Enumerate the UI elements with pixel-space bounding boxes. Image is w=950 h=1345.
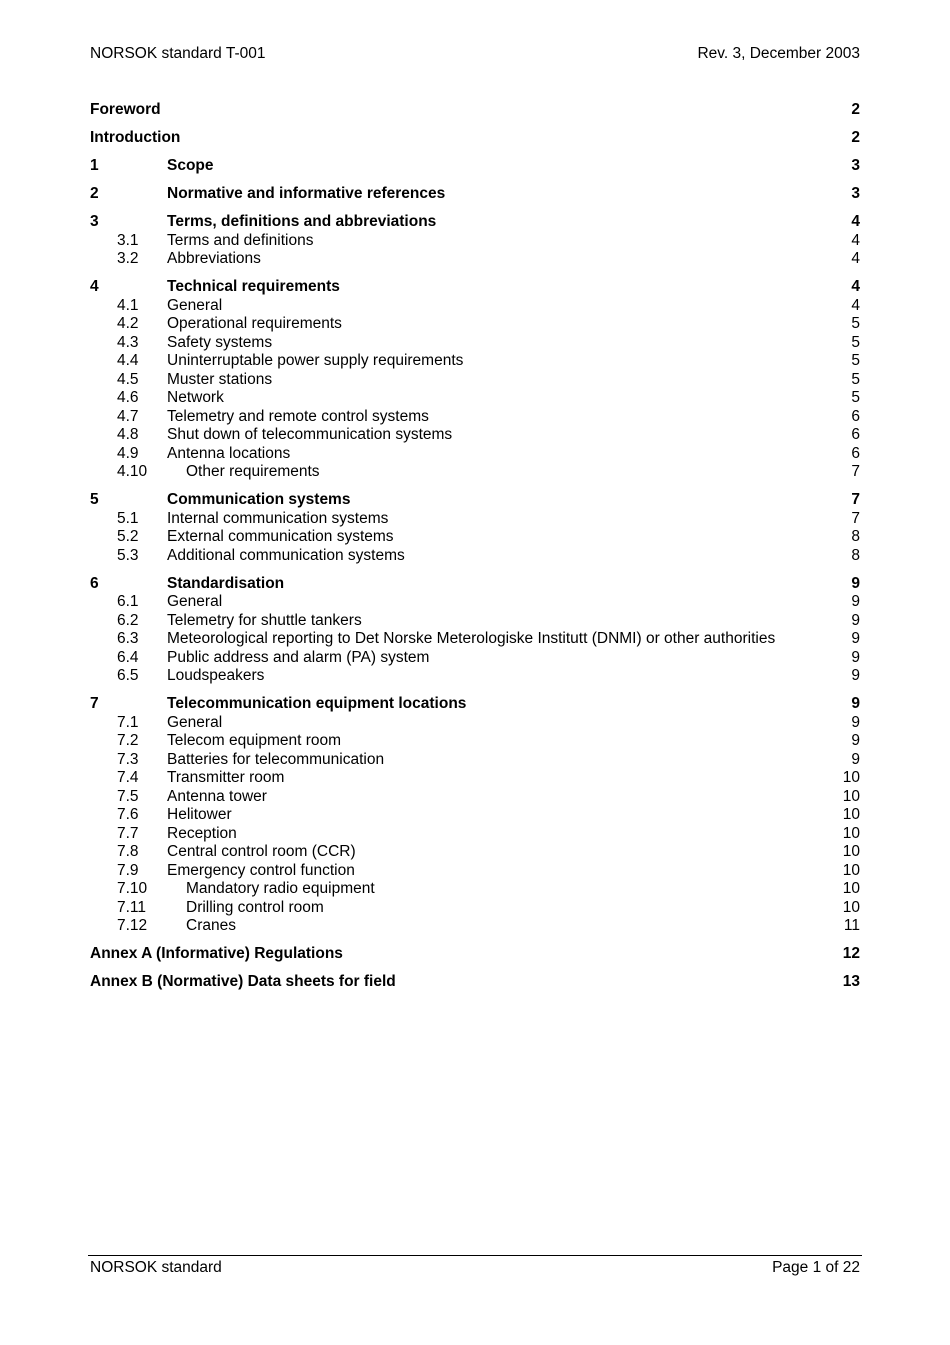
toc-entry-page: 9 xyxy=(851,695,860,712)
page-header xyxy=(90,45,860,63)
toc-entry-page: 12 xyxy=(842,945,860,962)
toc-entry-title: Standardisation xyxy=(167,574,285,592)
toc-entry-title: Normative and informative references xyxy=(167,185,446,202)
toc-entry-number: 6.5 xyxy=(117,667,139,684)
toc-section-entry[interactable] xyxy=(90,213,860,232)
toc-entry-title: Shut down of telecommunication systems xyxy=(167,426,453,443)
toc-entry-title: Network xyxy=(167,389,224,406)
toc-entry-number: 5.3 xyxy=(117,546,139,564)
toc-entry-title: General xyxy=(167,593,223,610)
toc-entry-page: 6 xyxy=(851,444,860,462)
toc-entry-number: 6.2 xyxy=(117,611,139,629)
toc-entry-title: Uninterruptable power supply requirements xyxy=(167,352,464,369)
toc-entry-page: 7 xyxy=(851,509,860,527)
toc-subsection-entry[interactable] xyxy=(90,593,860,612)
toc-entry-page: 8 xyxy=(851,528,860,545)
toc-entry-page: 9 xyxy=(851,713,860,731)
toc-entry-number: 4.2 xyxy=(117,315,139,332)
toc-entry-page: 5 xyxy=(851,315,860,332)
toc-subsection-entry[interactable] xyxy=(90,334,860,353)
toc-subsection-entry[interactable] xyxy=(90,371,860,390)
toc-entry-title: Internal communication systems xyxy=(167,509,389,527)
toc-entry-title: Public address and alarm (PA) system xyxy=(167,648,430,666)
toc-entry-title: Telecommunication equipment locations xyxy=(167,695,467,712)
toc-entry-number: 7.5 xyxy=(117,787,139,805)
page-footer xyxy=(90,1259,860,1277)
toc-entry-number: 7.11 xyxy=(117,898,147,916)
toc-entry-number: 6 xyxy=(90,574,99,592)
toc-section-entry[interactable] xyxy=(90,157,860,176)
toc-entry-title: Mandatory radio equipment xyxy=(186,880,375,897)
toc-subsection-entry[interactable] xyxy=(90,630,860,649)
toc-entry-number: 4.6 xyxy=(117,389,139,406)
toc-section-entry[interactable] xyxy=(90,945,860,964)
toc-entry-number: 4.9 xyxy=(117,444,139,462)
toc-subsection-entry[interactable] xyxy=(90,408,860,427)
toc-entry-number: 4.7 xyxy=(117,407,139,425)
toc-entry-title: Other requirements xyxy=(186,463,320,480)
toc-entry-title: Telemetry and remote control systems xyxy=(167,407,429,425)
toc-entry-page: 9 xyxy=(851,732,860,749)
toc-entry-title: Drilling control room xyxy=(186,898,324,916)
toc-subsection-entry[interactable] xyxy=(90,297,860,316)
toc-entry-page: 10 xyxy=(842,806,860,823)
toc-entry-number: 6.3 xyxy=(117,630,139,647)
toc-subsection-entry[interactable] xyxy=(90,547,860,566)
toc-entry-page: 7 xyxy=(851,491,860,508)
toc-subsection-entry[interactable] xyxy=(90,463,860,482)
toc-entry-number: 7.4 xyxy=(117,769,139,786)
toc-entry-page: 4 xyxy=(851,231,860,249)
toc-entry-title: Communication systems xyxy=(167,491,351,508)
toc-subsection-entry[interactable] xyxy=(90,880,860,899)
toc-entry-number: 5.2 xyxy=(117,528,139,545)
toc-section-entry[interactable] xyxy=(90,973,860,992)
toc-entry-number: 7.7 xyxy=(117,824,139,842)
toc-entry-title: Telecom equipment room xyxy=(167,732,342,749)
toc-entry-page: 4 xyxy=(851,213,860,230)
toc-entry-title: Abbreviations xyxy=(167,250,261,267)
toc-entry-title: Central control room (CCR) xyxy=(167,843,356,860)
footer-page-number: Page 1 of 22 xyxy=(772,1259,860,1276)
toc-entry-number: 7.3 xyxy=(117,750,139,768)
toc-entry-page: 5 xyxy=(851,370,860,388)
toc-subsection-entry[interactable] xyxy=(90,843,860,862)
toc-entry-page: 9 xyxy=(851,574,860,592)
toc-entry-page: 9 xyxy=(851,630,860,647)
toc-entry-number: 7.2 xyxy=(117,732,139,749)
toc-entry-page: 5 xyxy=(851,333,860,351)
toc-entry-page: 2 xyxy=(851,101,860,118)
toc-subsection-entry[interactable] xyxy=(90,250,860,269)
toc-subsection-entry[interactable] xyxy=(90,769,860,788)
toc-section-entry[interactable] xyxy=(90,185,860,204)
toc-subsection-entry[interactable] xyxy=(90,667,860,686)
toc-subsection-entry[interactable] xyxy=(90,510,860,529)
toc-entry-title: Emergency control function xyxy=(167,861,355,879)
toc-subsection-entry[interactable] xyxy=(90,788,860,807)
toc-subsection-entry[interactable] xyxy=(90,315,860,334)
toc-entry-number: 4.10 xyxy=(117,463,148,480)
toc-entry-page: 9 xyxy=(851,750,860,768)
toc-entry-page: 7 xyxy=(851,463,860,480)
toc-subsection-entry[interactable] xyxy=(90,751,860,770)
toc-entry-title: Antenna tower xyxy=(167,787,267,805)
toc-entry-page: 5 xyxy=(851,389,860,406)
toc-entry-title: Additional communication systems xyxy=(167,546,405,564)
toc-subsection-entry[interactable] xyxy=(90,825,860,844)
toc-entry-title: Technical requirements xyxy=(167,278,340,295)
toc-entry-title: Terms and definitions xyxy=(167,231,314,249)
toc-entry-page: 4 xyxy=(851,278,860,295)
toc-subsection-entry[interactable] xyxy=(90,862,860,881)
toc-entry-page: 13 xyxy=(842,973,860,990)
toc-entry-title: Safety systems xyxy=(167,333,273,351)
toc-entry-number: 7.9 xyxy=(117,861,139,879)
toc-entry-number: 4 xyxy=(90,278,99,295)
toc-section-entry[interactable] xyxy=(90,575,860,594)
toc-entry-number: 6.1 xyxy=(117,593,139,610)
toc-entry-number: 7 xyxy=(90,695,99,712)
toc-subsection-entry[interactable] xyxy=(90,732,860,751)
toc-section-entry[interactable] xyxy=(90,129,860,148)
toc-entry-page: 10 xyxy=(842,880,860,897)
toc-entry-title: Operational requirements xyxy=(167,315,342,332)
toc-entry-page: 3 xyxy=(851,157,860,174)
toc-entry-title: Helitower xyxy=(167,806,232,823)
toc-entry-title: Loudspeakers xyxy=(167,667,265,684)
toc-entry-title: General xyxy=(167,296,223,314)
toc-entry-number: 4.4 xyxy=(117,352,139,369)
toc-entry-page: 5 xyxy=(851,352,860,369)
toc-entry-number: 1 xyxy=(90,157,99,174)
toc-entry-number: 3.1 xyxy=(117,231,139,249)
header-revision: Rev. 3, December 2003 xyxy=(697,45,860,62)
toc-subsection-entry[interactable] xyxy=(90,232,860,251)
toc-entry-page: 3 xyxy=(851,185,860,202)
toc-entry-number: 5 xyxy=(90,491,99,508)
toc-entry-page: 10 xyxy=(842,769,860,786)
toc-subsection-entry[interactable] xyxy=(90,649,860,668)
toc-entry-number: 3.2 xyxy=(117,250,139,267)
toc-entry-title: Scope xyxy=(167,157,214,174)
toc-entry-number: 7.6 xyxy=(117,806,139,823)
toc-section-entry[interactable] xyxy=(90,101,860,120)
toc-entry-title: Meteorological reporting to Det Norske Meterologiske Institutt (DNMI) or other authorities xyxy=(167,630,776,647)
toc-section-entry[interactable] xyxy=(90,278,860,297)
toc-entry-number: 7.10 xyxy=(117,880,148,897)
toc-entry-title: Foreword xyxy=(90,101,161,118)
toc-entry-number: 4.1 xyxy=(117,296,139,314)
toc-entry-page: 8 xyxy=(851,546,860,564)
toc-entry-number: 4.5 xyxy=(117,370,139,388)
toc-entry-title: Annex A (Informative) Regulations xyxy=(90,945,343,962)
toc-entry-title: Reception xyxy=(167,824,237,842)
toc-subsection-entry[interactable] xyxy=(90,917,860,936)
toc-entry-number: 5.1 xyxy=(117,509,139,527)
toc-subsection-entry[interactable] xyxy=(90,806,860,825)
toc-entry-title: Annex B (Normative) Data sheets for field xyxy=(90,973,396,990)
toc-entry-title: Cranes xyxy=(186,917,236,934)
toc-entry-number: 4.8 xyxy=(117,426,139,443)
toc-entry-page: 4 xyxy=(851,250,860,267)
toc-entry-title: General xyxy=(167,713,223,731)
toc-subsection-entry[interactable] xyxy=(90,352,860,371)
footer-document-name: NORSOK standard xyxy=(90,1259,222,1276)
toc-subsection-entry[interactable] xyxy=(90,445,860,464)
toc-section-entry[interactable] xyxy=(90,491,860,510)
toc-entry-title: Transmitter room xyxy=(167,769,285,786)
toc-subsection-entry[interactable] xyxy=(90,426,860,445)
toc-entry-page: 10 xyxy=(842,898,860,916)
toc-entry-title: Telemetry for shuttle tankers xyxy=(167,611,362,629)
toc-subsection-entry[interactable] xyxy=(90,389,860,408)
toc-entry-number: 7.1 xyxy=(117,713,139,731)
toc-entry-page: 11 xyxy=(843,917,860,934)
toc-entry-page: 9 xyxy=(851,611,860,629)
toc-entry-number: 4.3 xyxy=(117,333,139,351)
toc-entry-title: Batteries for telecommunication xyxy=(167,750,385,768)
toc-entry-page: 2 xyxy=(851,129,860,146)
toc-section-entry[interactable] xyxy=(90,695,860,714)
toc-entry-page: 10 xyxy=(842,861,860,879)
toc-subsection-entry[interactable] xyxy=(90,899,860,918)
toc-entry-title: External communication systems xyxy=(167,528,394,545)
toc-subsection-entry[interactable] xyxy=(90,528,860,547)
toc-entry-title: Muster stations xyxy=(167,370,273,388)
toc-entry-number: 7.12 xyxy=(117,917,148,934)
toc-entry-title: Terms, definitions and abbreviations xyxy=(167,213,437,230)
toc-entry-page: 6 xyxy=(851,407,860,425)
toc-entry-page: 10 xyxy=(842,787,860,805)
toc-subsection-entry[interactable] xyxy=(90,612,860,631)
toc-entry-page: 4 xyxy=(851,296,860,314)
toc-entry-page: 10 xyxy=(842,824,860,842)
toc-entry-number: 3 xyxy=(90,213,99,230)
table-of-contents xyxy=(90,101,860,992)
toc-entry-title: Introduction xyxy=(90,129,181,146)
toc-entry-title: Antenna locations xyxy=(167,444,291,462)
toc-entry-page: 10 xyxy=(842,843,860,860)
header-document-id: NORSOK standard T-001 xyxy=(90,45,266,62)
toc-entry-page: 9 xyxy=(851,667,860,684)
toc-entry-number: 7.8 xyxy=(117,843,139,860)
toc-entry-number: 2 xyxy=(90,185,99,202)
toc-entry-page: 9 xyxy=(851,593,860,610)
toc-entry-page: 9 xyxy=(851,648,860,666)
toc-subsection-entry[interactable] xyxy=(90,714,860,733)
toc-entry-page: 6 xyxy=(851,426,860,443)
footer-divider xyxy=(88,1255,862,1256)
toc-entry-number: 6.4 xyxy=(117,648,139,666)
